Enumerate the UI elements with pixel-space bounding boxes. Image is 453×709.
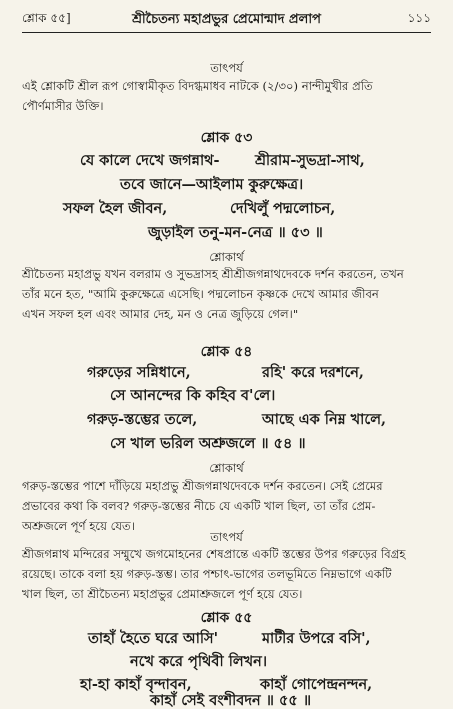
text-line: প্রভাবের কথা কি বলব? গরুড়-স্তম্ভের নীচে যে একটি খাল ছিল, তা তাঁর প্রেম- <box>22 499 376 513</box>
text-line: পৌর্ণমাসীর উক্তি। <box>22 99 104 113</box>
verse-line: কাহাঁ সেই বংশীবদন ॥ ৫৫ ॥ <box>150 692 312 709</box>
verse-line: সে খাল ভরিল অশ্রুজলে ॥ ৫৪ ॥ <box>110 435 306 452</box>
purport-paragraph <box>22 76 431 116</box>
verse-line: গরুড়ের সন্নিধানে, <box>87 364 191 381</box>
purport-heading: তাৎপর্য <box>210 530 243 544</box>
translation-heading: শ্লোকার্থ <box>209 461 244 475</box>
verse-line: হা-হা কাহাঁ বৃন্দাবন, <box>80 676 192 693</box>
translation-paragraph <box>22 264 431 324</box>
text-line: গরুড়-স্তম্ভের পাশে দাঁড়িয়ে মহাপ্রভু শ্রীজগন্নাথদেবকে দর্শন করতেন। সেই প্রেমের <box>22 479 383 493</box>
header-verse-ref: শ্লোক ৫৫] <box>22 11 71 25</box>
translation-heading: শ্লোকার্থ <box>209 250 244 264</box>
verse-line: তবে জানে—আইলাম কুরুক্ষেত্র। <box>120 176 304 193</box>
verse-line: জুড়াইল তনু-মন-নেত্র ॥ ৫৩ ॥ <box>148 224 323 241</box>
verse-line: তাহাঁ হৈতে ঘরে আসি' <box>88 630 219 647</box>
text-line: অশ্রুজলে পূর্ণ হয়ে যেত। <box>22 519 135 533</box>
verse-heading: শ্লোক ৫৩ <box>200 130 253 146</box>
verse-line: যে কালে দেখে জগন্নাথ- <box>80 152 220 169</box>
text-line: এখন সফল হল এবং আমার দেহ, মন ও নেত্র জুড়িয়ে গেল।" <box>22 307 299 321</box>
verse-line: শ্রীরাম-সুভদ্রা-সাথ, <box>255 152 365 169</box>
verse-line: গরুড়-স্তম্ভের তলে, <box>87 411 198 428</box>
verse-line: আছে এক নিম্ন খালে, <box>262 411 387 428</box>
page-number: ১১১ <box>407 11 431 25</box>
verse-line: মাটীর উপরে বসি', <box>262 630 371 647</box>
verse-line: নখে করে পৃথিবী লিখন। <box>130 653 268 670</box>
purport-paragraph <box>22 544 431 604</box>
header-rule <box>22 32 431 33</box>
text-line: শ্রীজগন্নাথ মন্দিরের সম্মুখে জগমোহনের শেষপ্রান্তে একটি স্তম্ভের উপর গরুড়ের বিগ্রহ <box>22 547 406 561</box>
header-title: শ্রীচৈতন্য মহাপ্রভুর প্রেমোন্মাদ প্রলাপ <box>132 12 321 27</box>
purport-heading: তাৎপর্য <box>210 61 243 75</box>
text-line: এই শ্লোকটি শ্রীল রূপ গোস্বামীকৃত বিদগ্ধমাধব নাটকে (২/৩০) নান্দীমুখীর প্রতি <box>22 79 373 93</box>
verse-line: সে আনন্দের কি কহিব ব'লে। <box>110 387 276 404</box>
text-line: রয়েছে। তাকে বলা হয় গরুড়-স্তম্ভ। তার পশ্চাৎ-ভাগের তলভূমিতে নিম্নভাগে একটি <box>22 567 392 581</box>
verse-heading: শ্লোক ৫৪ <box>200 344 253 360</box>
verse-heading: শ্লোক ৫৫ <box>200 610 253 626</box>
verse-line: দেখিলুঁ পদ্মলোচন, <box>230 200 336 217</box>
text-line: খাল ছিল, তা শ্রীচৈতন্য মহাপ্রভুর প্রেমাশ্রুজলে পূর্ণ হয়ে যেত। <box>22 587 303 601</box>
verse-line: রহি' করে দরশনে, <box>262 364 364 381</box>
page-header <box>22 10 431 32</box>
verse-line: সফল হৈল জীবন, <box>63 200 168 217</box>
verse-line: কাহাঁ গোপেন্দ্রনন্দন, <box>260 676 373 693</box>
translation-paragraph <box>22 476 431 536</box>
text-line: শ্রীচৈতন্য মহাপ্রভু যখন বলরাম ও সুভদ্রাসহ শ্রীশ্রীজগন্নাথদেবকে দর্শন করতেন, তখন <box>22 267 404 281</box>
text-line: তাঁর মনে হত, "আমি কুরুক্ষেত্রে এসেছি। পদ্মলোচন কৃষ্ণকে দেখে আমার জীবন <box>22 287 379 301</box>
